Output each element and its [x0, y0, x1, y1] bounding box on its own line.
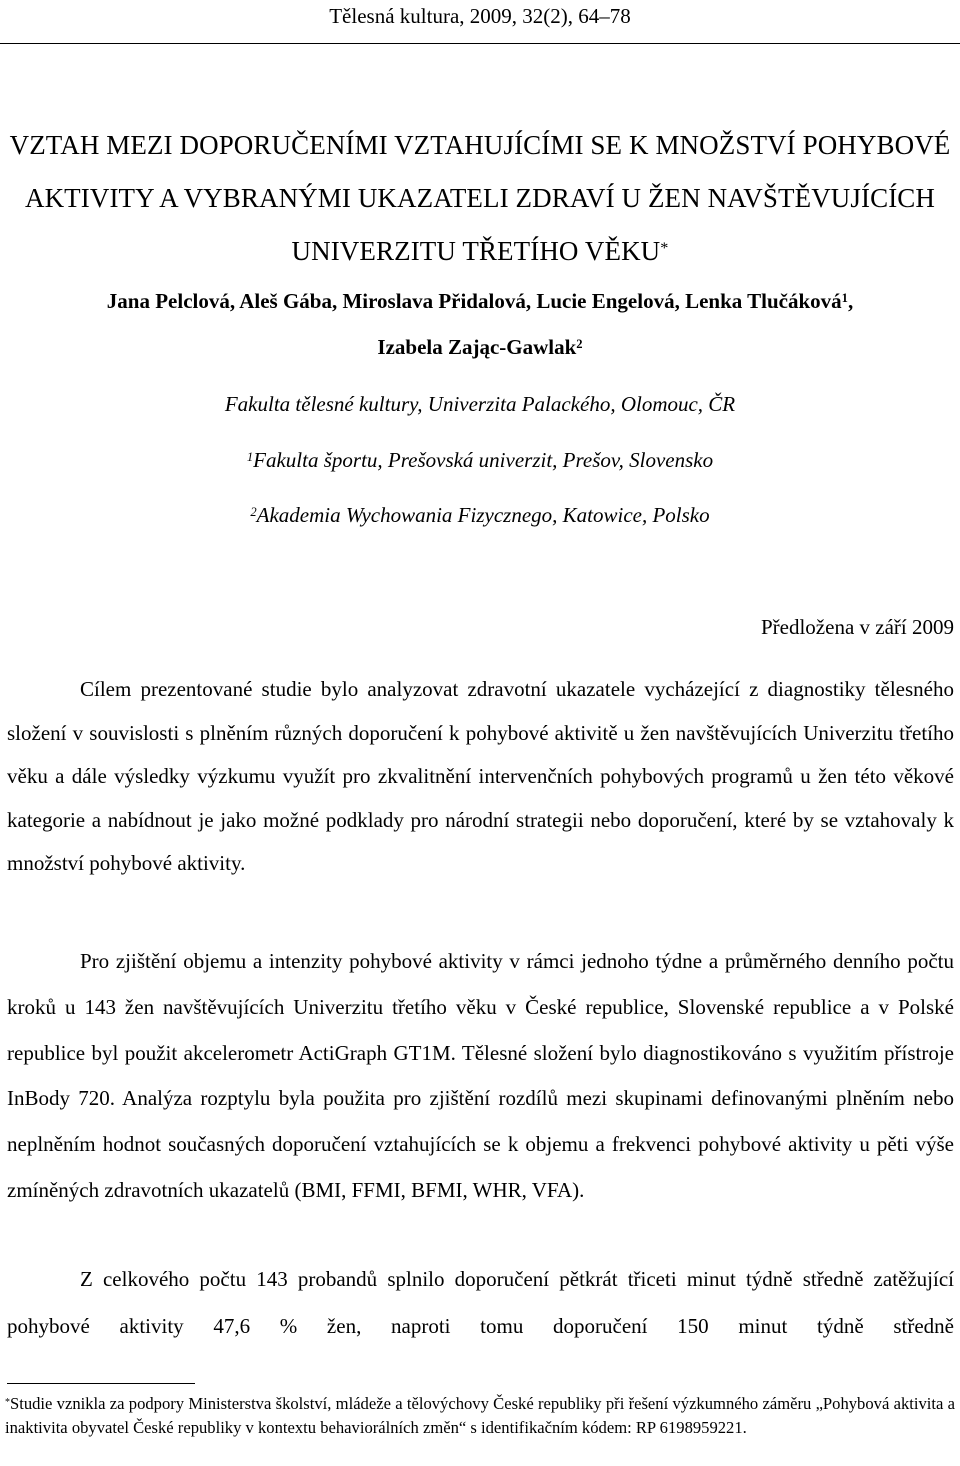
running-head: Tělesná kultura, 2009, 32(2), 64–78 — [329, 4, 631, 28]
submission-date: Předložena v září 2009 — [760, 615, 954, 639]
abstract-paragraph: Cílem prezentované studie bylo analyzovat zdravotní ukazatele vycházející z diagnostiky tělesného složení v souvislosti s plněním různých doporučení k pohybové aktivitě u žen navštěvujících Univerzitu třetího věku a dále výsledky výzkumu využít pro zkvalitnění intervenčních pohybových programů u žen této věkové kategorie a nabídnout je jako možné podklady pro národní strategii nebo doporučení, které by se vztahovaly k množství pohybové aktivity. — [7, 677, 954, 876]
authors-line-2 — [0, 335, 960, 359]
authors-line-1 — [0, 289, 960, 313]
affiliation-1 — [0, 448, 960, 472]
footnote-text: Studie vznikla za podpory Ministerstva školství, mládeže a tělovýchovy České republiky při řešení výzkumného záměru „Pohybová aktivita a inaktivita obyvatel České republiky v kontextu behaviorálních změn“ s identifikačním kódem: RP 6198959221. — [5, 1394, 955, 1437]
authors-separator: , — [847, 289, 854, 313]
affiliation-mark: 2 — [250, 505, 257, 520]
article-title — [0, 119, 960, 278]
affiliation-primary — [0, 392, 960, 416]
affiliation-mark: 1 — [246, 450, 254, 465]
authors-names-2: Izabela Zając-Gawlak — [377, 335, 577, 359]
footnote-divider — [7, 1383, 195, 1384]
abstract-paragraph: Z celkového počtu 143 probandů splnilo doporučení pětkrát třiceti minut týdně středně zatěžující pohybové aktivity 47,6 % žen, naproti tomu doporučení 150 minut týdně středně — [7, 1267, 954, 1338]
affiliation-text: Fakulta tělesné kultury, Univerzita Palackého, Olomouc, ČR — [224, 392, 736, 416]
footnote — [5, 1392, 955, 1439]
article-title-text: VZTAH MEZI DOPORUČENÍMI VZTAHUJÍCÍMI SE K MNOŽSTVÍ POHYBOVÉ AKTIVITY A VYBRANÝMI UKAZATELI ZDRAVÍ U ŽEN NAVŠTĚVUJÍCÍCH UNIVERZITU TŘETÍHO VĚKU — [9, 130, 951, 266]
title-footnote-mark: * — [660, 238, 669, 257]
affiliation-text: Fakulta športu, Prešovská univerzit, Prešov, Slovensko — [253, 448, 714, 472]
authors-affiliation-mark-2: 2 — [576, 337, 583, 352]
affiliation-2 — [0, 503, 960, 527]
affiliation-text: Akademia Wychowania Fizycznego, Katowice, Polsko — [256, 503, 710, 527]
authors-affiliation-mark-1: 1 — [841, 291, 848, 306]
authors-names: Jana Pelclová, Aleš Gába, Miroslava Přidalová, Lucie Engelová, Lenka Tlučáková — [106, 289, 842, 313]
footnote-mark: * — [5, 1396, 10, 1408]
header-divider — [0, 43, 960, 44]
abstract-paragraph: Pro zjištění objemu a intenzity pohybové aktivity v rámci jednoho týdne a průměrného denního počtu kroků u 143 žen navštěvujících Univerzitu třetího věku v České republice, Slovenské republice a v Polské republice byl použit akcelerometr ActiGraph GT1M. Tělesné složení bylo diagnostikováno s využitím přístroje InBody 720. Analýza rozptylu byla použita pro zjištění rozdílů mezi skupinami definovanými plněním nebo neplněním hodnot současných doporučení vztahujících se k objemu a frekvenci pohybové aktivity u pěti výše zmíněných zdravotních ukazatelů (BMI, FFMI, BFMI, WHR, VFA). — [7, 949, 954, 1202]
